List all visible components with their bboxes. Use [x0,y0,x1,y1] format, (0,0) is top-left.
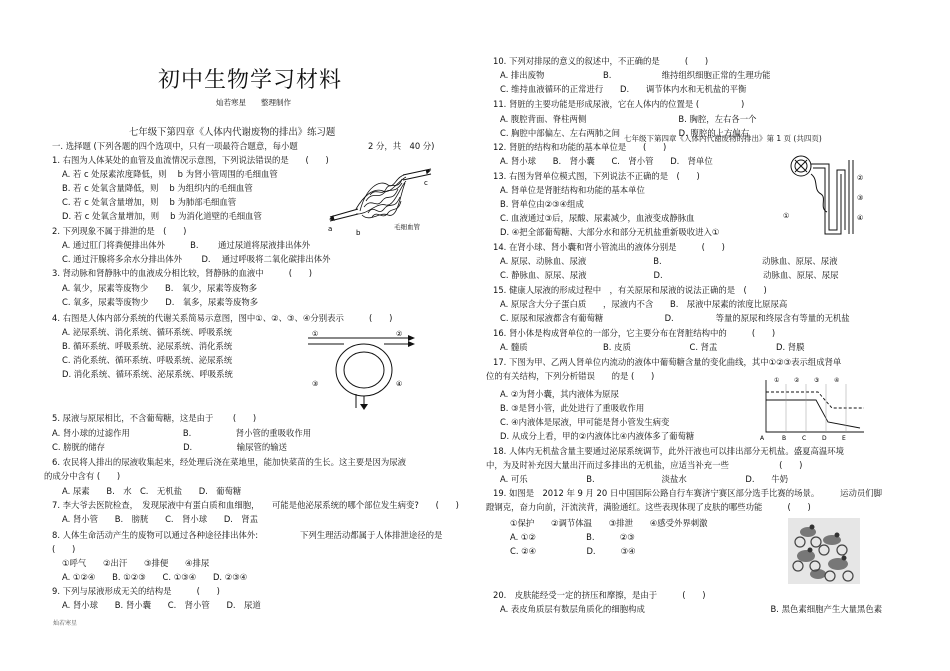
q9-stem: 9. 下列与尿液形成无关的结构是 ( ) [52,586,220,596]
q14-stem: 14. 在肾小球、肾小囊和肾小管流出的液体分别是 ( ) [493,242,725,252]
fig17-label-2: ② [794,377,800,384]
q19-option: ①保护 ②调节体温 ③排泄 ④感受外界刺激 [510,518,708,528]
q11-stem: 11. 肾脏的主要功能是形成尿液，它在人体内的位置是 ( ) [493,99,745,109]
q17-option: D. 从成分上看，甲的②内液体比④内液体多了葡萄糖 [500,431,695,441]
q13-option: A. 肾单位是肾脏结构和功能的基本单位 [500,185,645,195]
q3-stem: 3. 肾动脉和肾静脉中的血液成分相比较，肾静脉的血液中 ( ) [52,268,313,278]
glucose-curve-figure [760,378,870,440]
fig4-label-3: ③ [312,380,319,388]
q7-stem: 7. 李大爷去医院检查， 发现尿液中有蛋白质和血细胞， 可能是他泌尿系统的哪个部位发生病变? ( ) [52,500,459,510]
q11-option: C. 胸腔中部偏左、左右两肺之间 D. 腹腔的上方偏右 [500,128,750,138]
system-diagram-figure [308,328,420,408]
fig13-label-2: ② [857,174,864,182]
q8-stem: 8. 人体生命活动产生的废物可以通过各种途径排出体外: 下列生理活动都属于人体排泄途径的是 [52,530,443,540]
q10-option: C. 维持血液循环的正常进行 D. 调节体内水和无机盐的平衡 [500,84,747,94]
q4-option: A. 泌尿系统、消化系统、循环系统、呼吸系统 [62,327,233,337]
q5-stem: 5. 尿液与原尿相比，不含葡萄糖，这是由于 ( ) [52,413,257,423]
q8-option: ①呼气 ②出汗 ③排便 ④排尿 [62,558,210,568]
q1-option: D. 若 c 处氧含量增加，则 b 为消化道壁的毛细血管 [62,211,262,221]
fig1-label-b: b [356,229,361,237]
page-header-right: 七年级下第四章《人体内代谢废物的排出》第 1 页 (共四页) [624,134,822,143]
q6-option: A. 尿素 B. 水 C. 无机盐 D. 葡萄糖 [62,486,242,496]
q14-option: C. 静脉血、原尿、尿液 D. 动脉血、原尿、尿尿 [500,270,839,280]
q13-option: B. 肾单位由②③④组成 [500,199,584,209]
q5-option: A. 肾小球的过滤作用 B. 肾小管的重吸收作用 [52,428,312,438]
q15-option: C. 原尿和尿液都含有葡萄糖 D. 等量的原尿和终尿含有等量的无机盐 [500,313,850,323]
q10-option: A. 排出废物 B. 维持组织细胞正常的生理功能 [500,70,771,80]
q17-option: C. ④内液体是尿液，甲可能是肾小管发生病变 [500,417,670,427]
fig4-label-1: ① [312,330,319,338]
q11-option: A. 腹腔背面、脊柱两侧 B. 胸腔，左右各一个 [500,114,757,124]
fig13-label-3: ③ [857,194,864,202]
fig4-label-4: ④ [396,380,403,388]
q15-stem: 15. 健康人尿液的形成过程中 ，有关原尿和尿液的说法正确的是 ( ) [493,285,767,295]
q17-option: A. ②为肾小囊，其内液体为原尿 [500,389,619,399]
fig17-label-a: A [760,435,765,442]
fig17-label-4: ④ [834,377,840,384]
q1-option: C. 若 c 处氧含量增加，则 b 为肺部毛细血管 [62,197,237,207]
fig13-label-4: ④ [857,214,864,222]
q4-option: C. 消化系统、循环系统、呼吸系统、泌尿系统 [62,355,233,365]
fig17-label-3: ③ [814,377,820,384]
q18-stem: 18. 人体内无机盐含量主要通过泌尿系统调节，此外汗液也可以排出部分无机盐。盛夏高温环境 [493,446,844,456]
q17-option: B. ③是肾小管，此处进行了重吸收作用 [500,403,645,413]
q13-option: D. ④把全部葡萄糖、大部分水和部分无机盐重新吸收进入① [500,227,720,237]
nephron-figure [783,150,873,242]
cyclists-photo [788,518,860,584]
q4-option: D. 消化系统、循环系统、泌尿系统、呼吸系统 [62,369,233,379]
q3-option: A. 氧少，尿素等废物少 B. 氧少，尿素等废物多 [62,283,258,293]
fig13-label-1: ① [783,212,790,220]
page-title: 初中生物学习材料 [158,68,343,93]
q8-option: A. ①②④ B. ①②③ C. ①③④ D. ②③④ [62,572,248,582]
q4-stem: 4. 右图是人体内部分系统的代谢关系简易示意图，图中①、②、③、④分别表示 ( ) [52,313,393,323]
instructions-a: 一. 选择题 (下列各题的四个选项中，只有一项最符合题意，每小题 [52,141,298,151]
q19-option: A. ①② B. ②③ [510,532,635,542]
q18-option: A. 可乐 B. 淡盐水 D. 牛奶 [500,474,789,484]
q1-option: B. 若 c 处氧含量降低，则 b 为组织内的毛细血管 [62,183,253,193]
section-header: 七年级下第四章《人体内代谢废物的排出》练习题 [129,127,336,138]
q18-stem2: 中，为及时补充因大量出汗而过多排出的无机盐，应适当补充一些 ( ) [486,460,803,470]
fig1-label-c: c [424,179,428,187]
q6-stem2: 的成分中含有 ( ) [44,471,121,481]
q2-stem: 2. 下列现象不属于排泄的是 ( ) [52,226,187,236]
page-footer: 灿若寒星 [53,620,78,627]
q16-option: A. 髓质 B. 皮质 C. 肾盂 D. 肾膜 [500,342,805,352]
q5-option: C. 膀胱的储存 D. 输尿管的输送 [52,442,287,452]
q9-option: A. 肾小球 B. 肾小囊 C. 肾小管 D. 尿道 [62,600,261,610]
q20-option: A. 表皮角质层有数层角质化的细胞构成 B. 黑色素细胞产生大量黑色素 [500,604,883,614]
q4-option: B. 循环系统、呼吸系统、泌尿系统、消化系统 [62,341,233,351]
q3-option: C. 氧多，尿素等废物少 D. 氧多，尿素等废物多 [62,297,259,307]
fig4-label-2: ② [396,330,403,338]
q14-option: A. 原尿、动脉血、尿液 B. 动脉血、原尿、尿液 [500,256,838,266]
q7-option: A. 肾小管 B. 膀胱 C. 肾小球 D. 肾盂 [62,514,259,524]
fig17-label-b: B [782,435,787,442]
q19-option: C. ②④ D. ③④ [510,546,636,556]
fig1-label-a: a [328,225,333,233]
fig17-label-e: E [842,435,846,442]
q1-stem: 1. 右图为人体某处的血管及血流情况示意图，下列说法错误的是 ( ) [52,155,329,165]
q15-option: A. 原尿含大分子蛋白质 ，尿液内不含 B. 尿液中尿素的浓度比原尿高 [500,299,788,309]
q8-option: ( ) [52,544,76,554]
fig17-label-d: D [822,435,827,442]
capillary-network-figure [328,157,433,239]
q12-option: A. 肾小球 B. 肾小囊 C. 肾小管 D. 肾单位 [500,156,713,166]
fig1-caption: 毛细血管 [394,223,420,231]
q2-option: C. 通过汗腺将多余水分排出体外 D. 通过呼吸将二氧化碳排出体外 [62,254,331,264]
q13-option: C. 血液通过③后，尿酸、尿素减少，血液变成静脉血 [500,213,695,223]
author-line: 灿若寒星 整理制作 [216,98,291,107]
q17-stem2: 位的有关结构，下列分析错误 的是 ( ) [486,371,655,381]
q16-stem: 16. 肾小体是构成肾单位的一部分，它主要分布在肾脏结构中的 ( ) [493,328,776,338]
q20-stem: 20. 皮肤能经受一定的挤压和摩擦，是由于 ( ) [493,590,706,600]
q19-stem2: 蹬钢克，奋力向前，汗流浃背，满脸通红。这些表现体现了皮肤的哪些功能 ( ) [486,502,811,512]
fig17-label-c: C [802,435,807,442]
q13-stem: 13. 右图为肾单位模式图，下列说法不正确的是 ( ) [493,171,700,181]
q2-option: A. 通过肛门将粪便排出体外 B. 通过尿道将尿液排出体外 [62,240,311,250]
q19-stem: 19. 如图是 2012 年 9 月 20 日中国国际公路自行车赛济宁赛区部分选手比赛的场景。 运动员们脚 [493,488,883,498]
q17-stem: 17. 下图为甲、乙两人肾单位内流动的液体中葡萄糖含量的变化曲线，其中①②③表示组成肾单 [493,357,842,367]
q6-stem: 6. 农民将人排出的尿液收集起来，经处理后浇在菜地里，能加快菜苗的生长。这主要是因为尿液 [52,457,407,467]
fig17-label-1: ① [774,377,780,384]
q10-stem: 10. 下列对排尿的意义的叙述中，不正确的是 ( ) [493,56,709,66]
q1-option: A. 若 c 处尿素浓度降低，则 b 为肾小管周围的毛细血管 [62,169,278,179]
q12-stem: 12. 肾脏的结构和功能的基本单位是 ( ) [493,142,667,152]
instructions-b: 2 分，共 40 分) [368,141,435,151]
